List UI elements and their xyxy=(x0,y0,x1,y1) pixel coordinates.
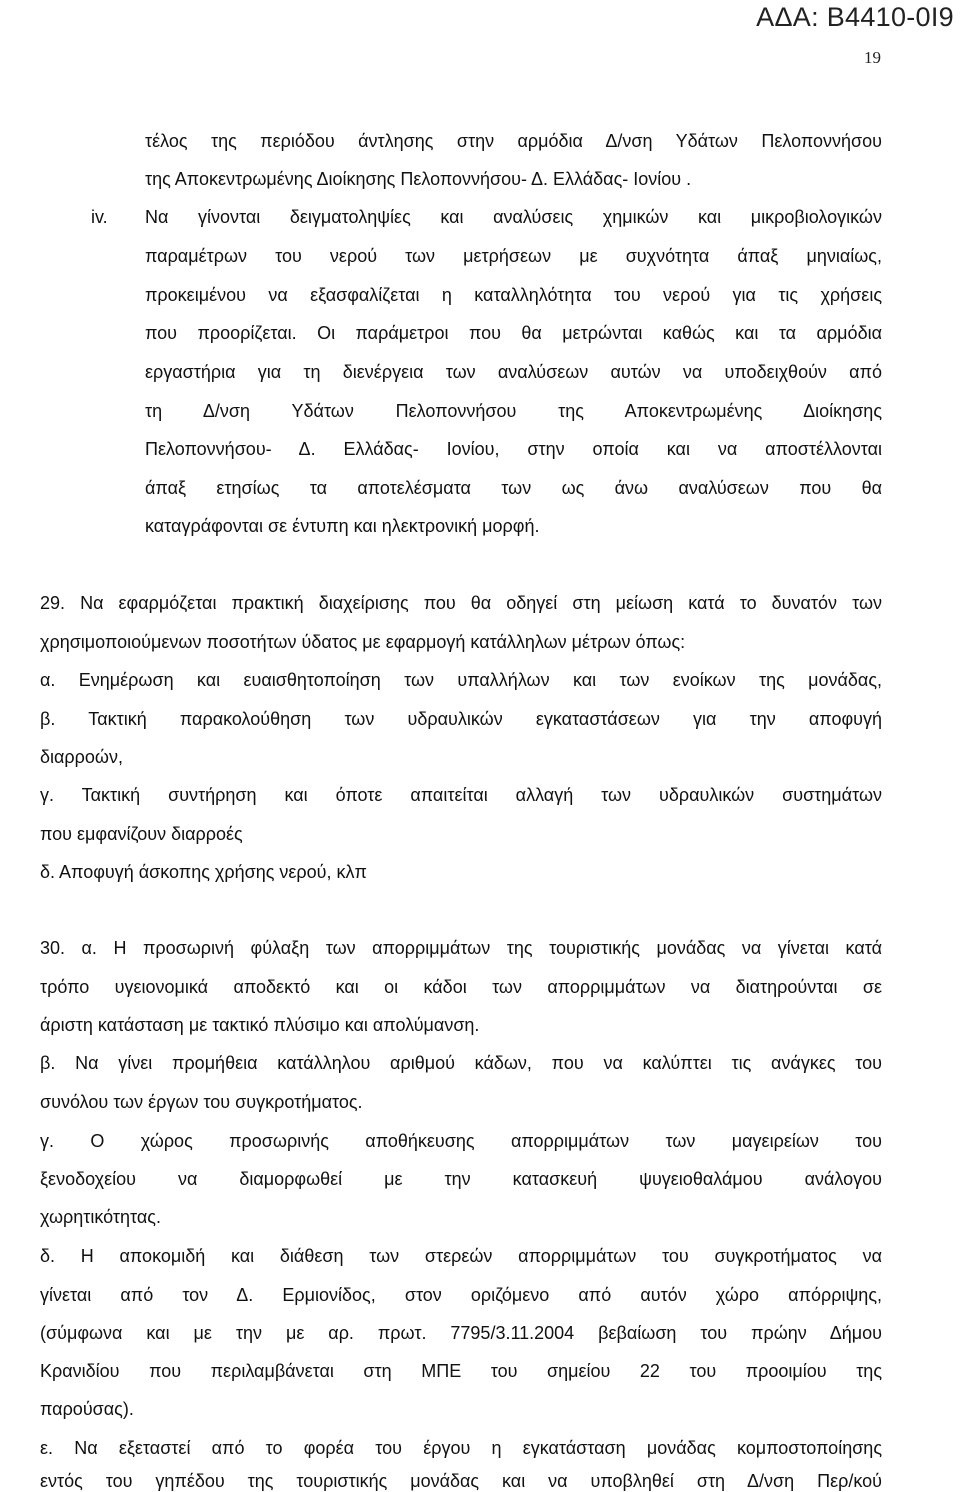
list-marker-iv: iv. xyxy=(91,207,108,227)
item-30-line: χωρητικότητας. xyxy=(40,1207,161,1227)
item-29-line: δ. Αποφυγή άσκοπης χρήσης νερού, κλπ xyxy=(40,862,367,882)
item-30-line: γίνεται από τον Δ. Ερμιονίδος, στον οριζόμενο από αυτόν χώρο απόρριψης, xyxy=(40,1285,882,1305)
item-30-line: τρόπο υγειονομικά αποδεκτό και οι κάδοι των απορριμμάτων να διατηρούνται σε xyxy=(40,977,882,997)
item-30-line: παρούσας). xyxy=(40,1399,134,1419)
paragraph-line: άπαξ ετησίως τα αποτελέσματα των ως άνω αναλύσεων που θα xyxy=(145,478,882,498)
item-29-line: χρησιμοποιούμενων ποσοτήτων ύδατος με εφαρμογή κατάλληλων μέτρων όπως: xyxy=(40,632,686,652)
item-30-line: ε. Να εξεταστεί από το φορέα του έργου η εγκατάσταση μονάδας κομποστοποίησης xyxy=(40,1438,882,1458)
item-30-line: Κρανιδίου που περιλαμβάνεται στη ΜΠΕ του σημείου 22 του προοιμίου της xyxy=(40,1361,882,1381)
paragraph-line: τέλος της περιόδου άντλησης στην αρμόδια Δ/νση Υδάτων Πελοποννήσου xyxy=(145,131,882,151)
item-29-line: που εμφανίζουν διαρροές xyxy=(40,824,243,844)
paragraph-line: Πελοποννήσου- Δ. Ελλάδας- Ιονίου, στην οποία και να αποστέλλονται xyxy=(145,439,882,459)
item-29-line: β. Τακτική παρακολούθηση των υδραυλικών εγκαταστάσεων για την αποφυγή xyxy=(40,709,882,729)
paragraph-line: της Αποκεντρωμένης Διοίκησης Πελοποννήσου- Δ. Ελλάδας- Ιονίου . xyxy=(145,169,692,189)
item-30-line: εντός του γηπέδου της τουριστικής μονάδας και να υποβληθεί στη Δ/νση Περ/κού xyxy=(40,1471,882,1491)
paragraph-line: τη Δ/νση Υδάτων Πελοποννήσου της Αποκεντρωμένης Διοίκησης xyxy=(145,401,882,421)
item-29-line: γ. Τακτική συντήρηση και όποτε απαιτείται αλλαγή των υδραυλικών συστημάτων xyxy=(40,785,882,805)
item-29-line: 29. Να εφαρμόζεται πρακτική διαχείρισης που θα οδηγεί στη μείωση κατά το δυνατόν των xyxy=(40,593,882,613)
item-29-line: διαρροών, xyxy=(40,747,123,767)
item-30-line: άριστη κατάσταση με τακτικό πλύσιμο και απολύμανση. xyxy=(40,1015,480,1035)
paragraph-line: παραμέτρων του νερού των μετρήσεων με συχνότητα άπαξ μηνιαίως, xyxy=(145,246,882,266)
ada-code: ΑΔΑ: Β4410-0Ι9 xyxy=(756,2,954,32)
item-30-line: (σύμφωνα και με την με αρ. πρωτ. 7795/3.11.2004 βεβαίωση του πρώην Δήμου xyxy=(40,1323,882,1343)
page-number: 19 xyxy=(864,48,881,67)
paragraph-line: που προορίζεται. Οι παράμετροι που θα μετρώνται καθώς και τα αρμόδια xyxy=(145,323,882,343)
paragraph-line: Να γίνονται δειγματοληψίες και αναλύσεις χημικών και μικροβιολογικών xyxy=(145,207,882,227)
item-30-line: γ. Ο χώρος προσωρινής αποθήκευσης απορριμμάτων των μαγειρείων του xyxy=(40,1131,882,1151)
paragraph-line: προκειμένου να εξασφαλίζεται η καταλληλότητα του νερού για τις χρήσεις xyxy=(145,285,882,305)
item-30-line: συνόλου των έργων του συγκροτήματος. xyxy=(40,1092,363,1112)
paragraph-line: καταγράφονται σε έντυπη και ηλεκτρονική μορφή. xyxy=(145,516,540,536)
item-30-line: β. Να γίνει προμήθεια κατάλληλου αριθμού κάδων, που να καλύπτει τις ανάγκες του xyxy=(40,1053,882,1073)
item-30-line: ξενοδοχείου να διαμορφωθεί με την κατασκευή ψυγειοθαλάμου ανάλογου xyxy=(40,1169,882,1189)
item-30-line: 30. α. Η προσωρινή φύλαξη των απορριμμάτων της τουριστικής μονάδας να γίνεται κατά xyxy=(40,938,882,958)
paragraph-line: εργαστήρια για τη διενέργεια των αναλύσεων αυτών να υποδειχθούν από xyxy=(145,362,882,382)
item-29-line: α. Ενημέρωση και ευαισθητοποίηση των υπαλλήλων και των ενοίκων της μονάδας, xyxy=(40,670,882,690)
item-30-line: δ. Η αποκομιδή και διάθεση των στερεών απορριμμάτων του συγκροτήματος να xyxy=(40,1246,882,1266)
